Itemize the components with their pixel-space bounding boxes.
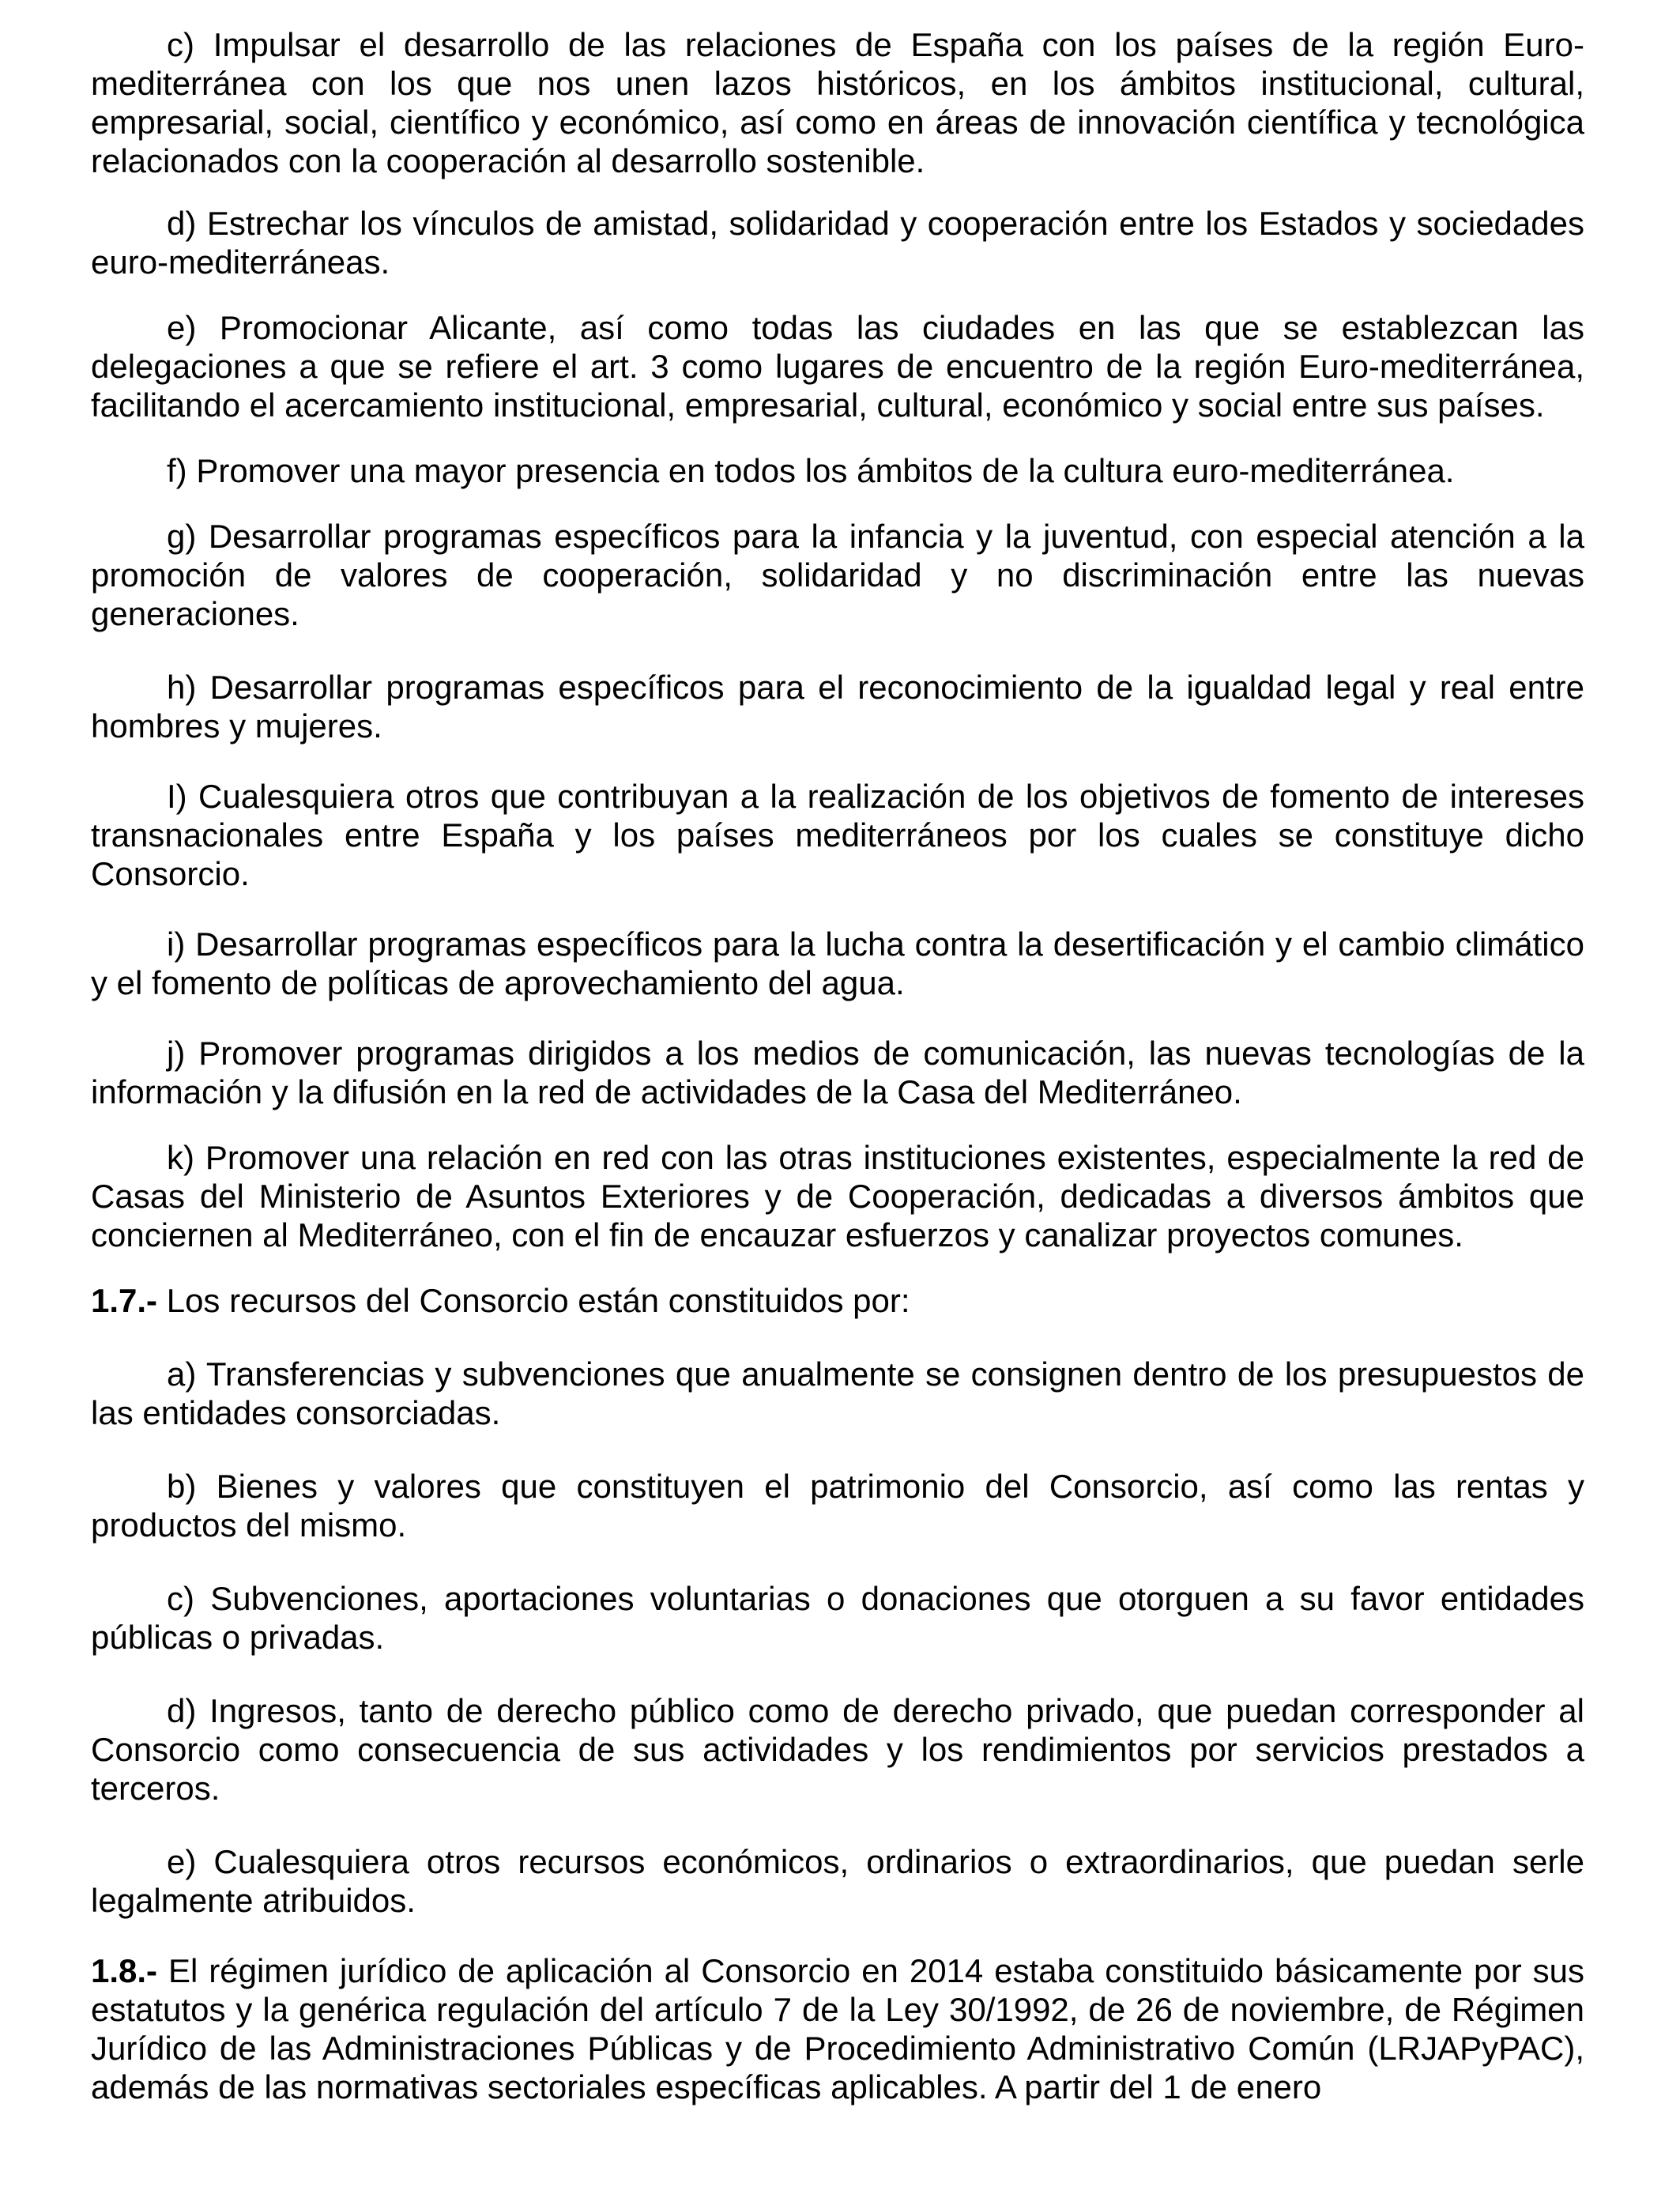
paragraph-objective-d: d) Estrechar los vínculos de amistad, solidaridad y cooperación entre los Estados y sociedades euro-mediterráneas.: [91, 205, 1584, 281]
paragraph-objective-f: f) Promover una mayor presencia en todos los ámbitos de la cultura euro-mediterránea.: [167, 452, 1455, 489]
section-heading-1-7: [91, 1281, 1584, 1320]
paragraph-objective-c: c) Impulsar el desarrollo de las relaciones de España con los países de la región Euro-mediterránea con los que nos unen lazos históricos, en los ámbitos institucional, cultural, empresarial, social, científico y económico, así como en áreas de innovación científica y tecnológica relacionados con la cooperación al desarrollo sostenible.: [91, 26, 1584, 179]
section-number-1-7: 1.7.-: [91, 1282, 158, 1319]
section-paragraph-1-8: [91, 1951, 1584, 2106]
paragraph-objective-e: e) Promocionar Alicante, así como todas las ciudades en las que se establezcan las delegaciones a que se refiere el art. 3 como lugares de encuentro de la región Euro-mediterránea, facilitando el acercamiento institucional, empresarial, cultural, económico y social entre sus países.: [91, 309, 1584, 424]
paragraph-objective-I: I) Cualesquiera otros que contribuyan a la realización de los objetivos de fomento de intereses transnacionales entre España y los países mediterráneos por los cuales se constituye dicho Consorcio.: [91, 778, 1584, 892]
paragraph-objective-g: g) Desarrollar programas específicos para la infancia y la juventud, con especial atención a la promoción de valores de cooperación, solidaridad y no discriminación entre las nuevas generaciones.: [91, 518, 1584, 632]
section-text-1-8: El régimen jurídico de aplicación al Consorcio en 2014 estaba constituido básicamente por sus estatutos y la genérica regulación del artículo 7 de la Ley 30/1992, de 26 de noviembre, de Régimen Jurídico de las Administraciones Públicas y de Procedimiento Administrativo Común (LRJAPyPAC), además de las normativas sectoriales específicas aplicables. A partir del 1 de enero: [91, 1952, 1584, 2105]
paragraph-objective-i: i) Desarrollar programas específicos para la lucha contra la desertificación y el cambio climático y el fomento de políticas de aprovechamiento del agua.: [91, 925, 1584, 1001]
paragraph-objective-j: j) Promover programas dirigidos a los medios de comunicación, las nuevas tecnologías de la información y la difusión en la red de actividades de la Casa del Mediterráneo.: [91, 1035, 1584, 1110]
paragraph-objective-k: k) Promover una relación en red con las otras instituciones existentes, especialmente la red de Casas del Ministerio de Asuntos Exteriores y de Cooperación, dedicadas a diversos ámbitos que conciernen al Mediterráneo, con el fin de encauzar esfuerzos y canalizar proyectos comunes.: [91, 1139, 1584, 1253]
paragraph-resource-e: e) Cualesquiera otros recursos económicos, ordinarios o extraordinarios, que puedan serle legalmente atribuidos.: [91, 1843, 1584, 1919]
section-number-1-8: 1.8.-: [91, 1952, 158, 1989]
section-text-1-7: Los recursos del Consorcio están constituidos por:: [157, 1282, 910, 1319]
paragraph-objective-h: h) Desarrollar programas específicos para el reconocimiento de la igualdad legal y real entre hombres y mujeres.: [91, 669, 1584, 745]
document-page: [91, 25, 1584, 2106]
paragraph-resource-d: d) Ingresos, tanto de derecho público como de derecho privado, que puedan corresponder al Consorcio como consecuencia de sus actividades y los rendimientos por servicios prestados a terceros.: [91, 1692, 1584, 1807]
paragraph-resource-c: c) Subvenciones, aportaciones voluntarias o donaciones que otorguen a su favor entidades públicas o privadas.: [91, 1580, 1584, 1656]
paragraph-resource-b: b) Bienes y valores que constituyen el patrimonio del Consorcio, así como las rentas y productos del mismo.: [91, 1468, 1584, 1544]
paragraph-resource-a: a) Transferencias y subvenciones que anualmente se consignen dentro de los presupuestos de las entidades consorciadas.: [91, 1355, 1584, 1431]
